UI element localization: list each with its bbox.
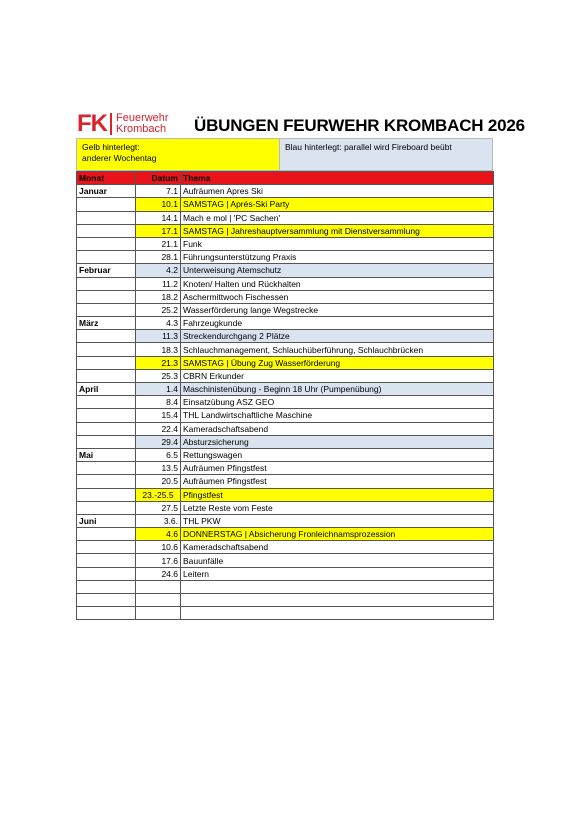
cell-topic: Kameradschaftsabend [181,541,494,554]
table-header-row [77,172,494,185]
cell-month [77,224,136,237]
cell-date: 8.4 [136,396,181,409]
cell-topic: SAMSTAG | Aprés-Ski Party [181,198,494,211]
logo-mark: FK [77,110,107,137]
cell-topic: Wasserförderung lange Wegstrecke [181,303,494,316]
cell-date [136,594,181,607]
cell-month [77,396,136,409]
cell-month [77,369,136,382]
page-title: ÜBUNGEN FEURWEHR KROMBACH 2026 [194,116,525,135]
cell-month [77,488,136,501]
cell-topic: Unterweisung Atemschutz [181,264,494,277]
table-row [77,396,494,409]
table-body [77,185,494,620]
cell-topic: Schlauchmanagement, Schlauchüberführung, Schlauchbrücken [181,343,494,356]
cell-month [77,567,136,580]
cell-topic: Streckendurchgang 2 Plätze [181,330,494,343]
logo-line-1: Feuerwehr [116,112,169,124]
legend-blue [280,138,493,171]
cell-topic: THL PKW [181,514,494,527]
cell-month: Mai [77,448,136,461]
cell-topic: Funk [181,237,494,250]
cell-date: 18.2 [136,290,181,303]
training-schedule-table [76,171,494,620]
table-row [77,541,494,554]
cell-month [77,435,136,448]
cell-month [77,409,136,422]
cell-date: 23.-25.5 [136,488,181,501]
table-row [77,224,494,237]
table-row [77,290,494,303]
fire-department-logo [77,111,185,137]
cell-topic: Letzte Reste vom Feste [181,501,494,514]
cell-topic: Knoten/ Halten und Rückhalten [181,277,494,290]
table-row [77,251,494,264]
column-header-month: Monat [77,172,136,185]
cell-topic: Maschinistenübung - Beginn 18 Uhr (Pumpenübung) [181,383,494,396]
cell-topic: Führungsunterstützung Praxis [181,251,494,264]
table-row [77,435,494,448]
cell-month [77,554,136,567]
cell-month: Januar [77,185,136,198]
cell-date: 11.3 [136,330,181,343]
cell-date: 4.6 [136,528,181,541]
cell-date [136,607,181,620]
table-row [77,343,494,356]
table-row [77,580,494,593]
cell-month [77,528,136,541]
table-row [77,448,494,461]
table-row [77,462,494,475]
cell-topic [181,594,494,607]
table-row [77,607,494,620]
cell-month [77,422,136,435]
cell-topic: Aschermittwoch Fischessen [181,290,494,303]
cell-date: 6.5 [136,448,181,461]
cell-date: 17.1 [136,224,181,237]
table-row [77,554,494,567]
table-row [77,383,494,396]
cell-date: 10.6 [136,541,181,554]
cell-date: 27.5 [136,501,181,514]
cell-month [77,594,136,607]
cell-topic: Bauunfälle [181,554,494,567]
cell-month: Februar [77,264,136,277]
cell-topic: Fahrzeugkunde [181,317,494,330]
cell-month [77,303,136,316]
table-row [77,317,494,330]
table-row [77,514,494,527]
cell-topic [181,580,494,593]
cell-date: 22.4 [136,422,181,435]
cell-date [136,580,181,593]
cell-date: 25.3 [136,369,181,382]
cell-date: 7.1 [136,185,181,198]
cell-topic: Aufräumen Pfingstfest [181,475,494,488]
cell-date: 3.6. [136,514,181,527]
table-row [77,237,494,250]
legend-yellow-line-2: anderer Wochentag [82,153,157,163]
table-row [77,409,494,422]
cell-topic: SAMSTAG | Jahreshauptversammlung mit Dienstversammlung [181,224,494,237]
cell-date: 1.4 [136,383,181,396]
cell-date: 4.3 [136,317,181,330]
cell-date: 25.2 [136,303,181,316]
table-row [77,264,494,277]
table-row [77,356,494,369]
cell-topic: Rettungswagen [181,448,494,461]
legend-yellow [76,138,280,171]
cell-month: März [77,317,136,330]
cell-month [77,475,136,488]
cell-month [77,277,136,290]
cell-date: 28.1 [136,251,181,264]
cell-month [77,290,136,303]
column-header-date: Datum [136,172,181,185]
logo-wordmark [116,113,169,135]
cell-date: 20.5 [136,475,181,488]
table-row [77,185,494,198]
cell-date: 10.1 [136,198,181,211]
cell-date: 14.1 [136,211,181,224]
table-row [77,330,494,343]
cell-date: 4.2 [136,264,181,277]
cell-date: 15.4 [136,409,181,422]
table-row [77,303,494,316]
table-row [77,528,494,541]
cell-date: 21.1 [136,237,181,250]
cell-month: Juni [77,514,136,527]
cell-topic: Einsatzübung ASZ GEO [181,396,494,409]
cell-topic: Leitern [181,567,494,580]
table-row [77,501,494,514]
cell-date: 18.3 [136,343,181,356]
legend-blue-text: Blau hinterlegt: parallel wird Fireboard beübt [285,142,452,152]
cell-month [77,501,136,514]
cell-month: April [77,383,136,396]
cell-topic: Kameradschaftsabend [181,422,494,435]
cell-date: 21.3 [136,356,181,369]
cell-date: 24.6 [136,567,181,580]
cell-month [77,343,136,356]
cell-month [77,462,136,475]
cell-topic: DONNERSTAG | Absicherung Fronleichnamsprozession [181,528,494,541]
cell-topic: Aufräumen Apres Ski [181,185,494,198]
cell-month [77,198,136,211]
column-header-topic: Thema [181,172,494,185]
legend-yellow-line-1: Gelb hinterlegt: [82,142,140,152]
cell-month [77,541,136,554]
logo-divider [110,113,112,135]
cell-month [77,237,136,250]
table-row [77,211,494,224]
table-row [77,488,494,501]
table-row [77,277,494,290]
cell-month [77,356,136,369]
cell-topic: Absturzsicherung [181,435,494,448]
table-row [77,198,494,211]
table-row [77,594,494,607]
cell-month [77,251,136,264]
cell-topic: THL Landwirtschaftliche Maschine [181,409,494,422]
table-row [77,369,494,382]
cell-date: 11.2 [136,277,181,290]
table-row [77,475,494,488]
table-row [77,422,494,435]
cell-topic: Aufräumen Pfingstfest [181,462,494,475]
cell-date: 13.5 [136,462,181,475]
table-row [77,567,494,580]
logo-line-2: Krombach [116,123,167,135]
cell-date: 29.4 [136,435,181,448]
cell-month [77,330,136,343]
cell-month [77,607,136,620]
cell-date: 17.6 [136,554,181,567]
cell-topic: Mach e mol | 'PC Sachen' [181,211,494,224]
cell-month [77,211,136,224]
cell-topic: Pfingstfest [181,488,494,501]
cell-month [77,580,136,593]
cell-topic [181,607,494,620]
cell-topic: CBRN Erkunder [181,369,494,382]
cell-topic: SAMSTAG | Übung Zug Wasserförderung [181,356,494,369]
